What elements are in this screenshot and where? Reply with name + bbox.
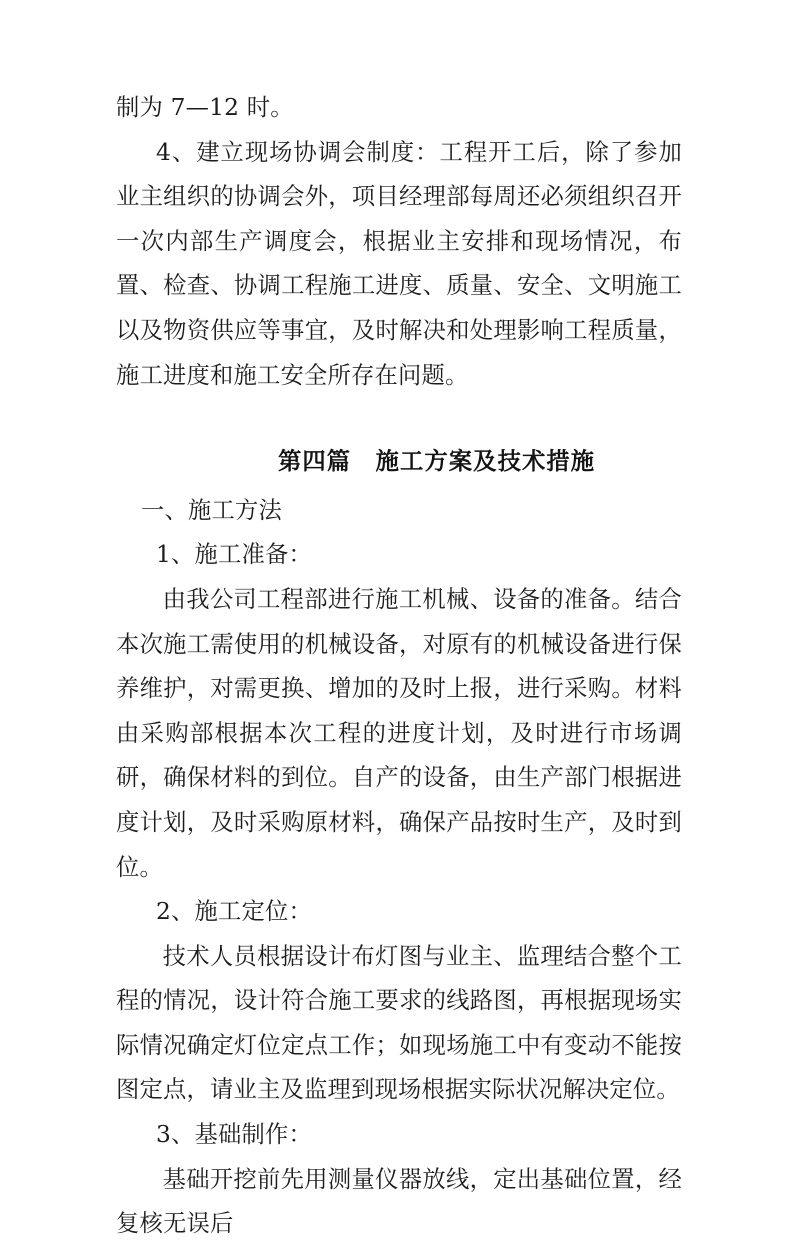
subsection-title-2-construction-positioning: 2、施工定位： [156,898,313,926]
document-text-body [116,86,682,1247]
subsection-body-1-construction-preparation: 由我公司工程部进行施工机械、设备的准备。结合本次施工需使用的机械设备，对原有的机械设备进行保养维护，对需更换、增加的及时上报，进行采购。材料由采购部根据本次工程的进度计划，及时进行市场调研，确保材料的到位。自产的设备，由生产部门根据进度计划，及时采购原材料，确保产品按时生产，及时到位。 [116,585,682,881]
paragraph-continuation-time-limit: 制为 7—12 时。 [116,94,294,121]
subsection-title-3-foundation-fabrication: 3、基础制作： [156,1121,313,1149]
page-heading-part-four: 第四篇 施工方案及技术措施 [278,448,596,476]
section-heading-construction-method: 一、施工方法 [141,496,282,524]
subsection-body-2-construction-positioning: 技术人员根据设计布灯图与业主、监理结合整个工程的情况，设计符合施工要求的线路图，再根据现场实际情况确定灯位定点工作；如现场施工中有变动不能按图定点，请业主及监理到现场根据实际状况解决定位。 [116,942,682,1104]
subsection-body-3-foundation-fabrication: 基础开挖前先用测量仪器放线，定出基础位置，经复核无误后 [116,1165,682,1238]
paragraph-item-4-coordination-meeting: 4、建立现场协调会制度：工程开工后，除了参加业主组织的协调会外，项目经理部每周还必须组织召开一次内部生产调度会，根据业主安排和现场情况，布置、检查、协调工程施工进度、质量、安全、文明施工以及物资供应等事宜，及时解决和处理影响工程质量，施工进度和施工安全所存在问题。 [116,138,682,389]
heading-spacer-top [116,398,682,440]
subsection-title-1-construction-preparation: 1、施工准备： [156,541,313,569]
